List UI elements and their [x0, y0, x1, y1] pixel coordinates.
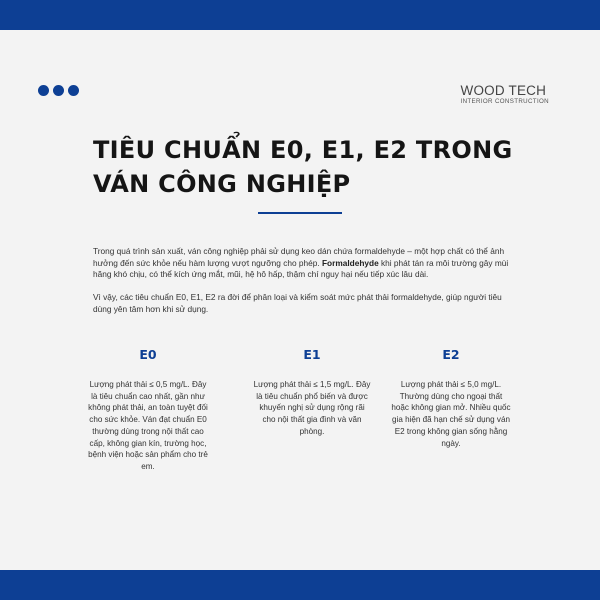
- standard-e1: [252, 346, 372, 438]
- highlight-term: Formaldehyde: [321, 257, 379, 268]
- standard-heading: E1: [303, 347, 321, 362]
- dot-icon: [53, 85, 64, 96]
- standard-e2: [391, 346, 511, 449]
- decorative-dots: [38, 85, 79, 96]
- brand-name: WOOD TECH: [460, 83, 547, 98]
- intro-paragraph-1: Trong quá trình sản xuất, ván công nghiệp phải sử dụng keo dán chứa formaldehyde – một hợp chất có thể ảnh hưởng đến sức khỏe nếu hàm lượng vượt ngưỡng cho phép. Formaldehyde khi phát tán ra môi trường gây mùi hăng khó chịu, có thể kích ứng mắt, mũi, hệ hô hấp, thậm chí nguy hại nếu tiếp xúc lâu dài.: [93, 246, 509, 279]
- brand-tagline: INTERIOR CONSTRUCTION: [460, 98, 549, 105]
- standard-description: Lượng phát thải ≤ 0,5 mg/L. Đây là tiêu chuẩn cao nhất, gần như không phát thải, an toàn tuyệt đối cho sức khỏe. Ván đạt chuẩn E0 thường dùng trong nội thất cao cấp, không gian kín, trường học, bệnh viện hoặc sản phẩm cho trẻ em.: [88, 380, 208, 471]
- standard-description: Lượng phát thải ≤ 5,0 mg/L. Thường dùng cho ngoại thất hoặc không gian mở. Nhiều quốc gia hiện đã hạn chế sử dụng ván E2 trong không gian sống hằng ngày.: [391, 380, 511, 448]
- standard-description: Lượng phát thải ≤ 1,5 mg/L. Đây là tiêu chuẩn phổ biến và được khuyến nghị sử dụng rộng rãi cho nội thất gia đình và văn phòng.: [253, 380, 371, 436]
- dot-icon: [68, 85, 79, 96]
- page-title: [93, 133, 533, 201]
- standard-e0: [88, 346, 208, 473]
- intro-paragraph-2: Vì vậy, các tiêu chuẩn E0, E1, E2 ra đời để phân loại và kiểm soát mức phát thải formaldehyde, giúp người tiêu dùng yên tâm hơn khi sử dụng.: [93, 292, 502, 314]
- title-divider: [258, 212, 342, 214]
- title-line-2: VÁN CÔNG NGHIỆP: [93, 170, 351, 198]
- intro-text: [93, 246, 510, 315]
- bottom-banner: [0, 570, 600, 600]
- dot-icon: [38, 85, 49, 96]
- standard-heading: E0: [139, 347, 157, 362]
- top-banner: [0, 0, 600, 30]
- standard-heading: E2: [442, 347, 460, 362]
- brand-logo: [461, 84, 549, 106]
- title-line-1: TIÊU CHUẨN E0, E1, E2 TRONG: [93, 136, 513, 164]
